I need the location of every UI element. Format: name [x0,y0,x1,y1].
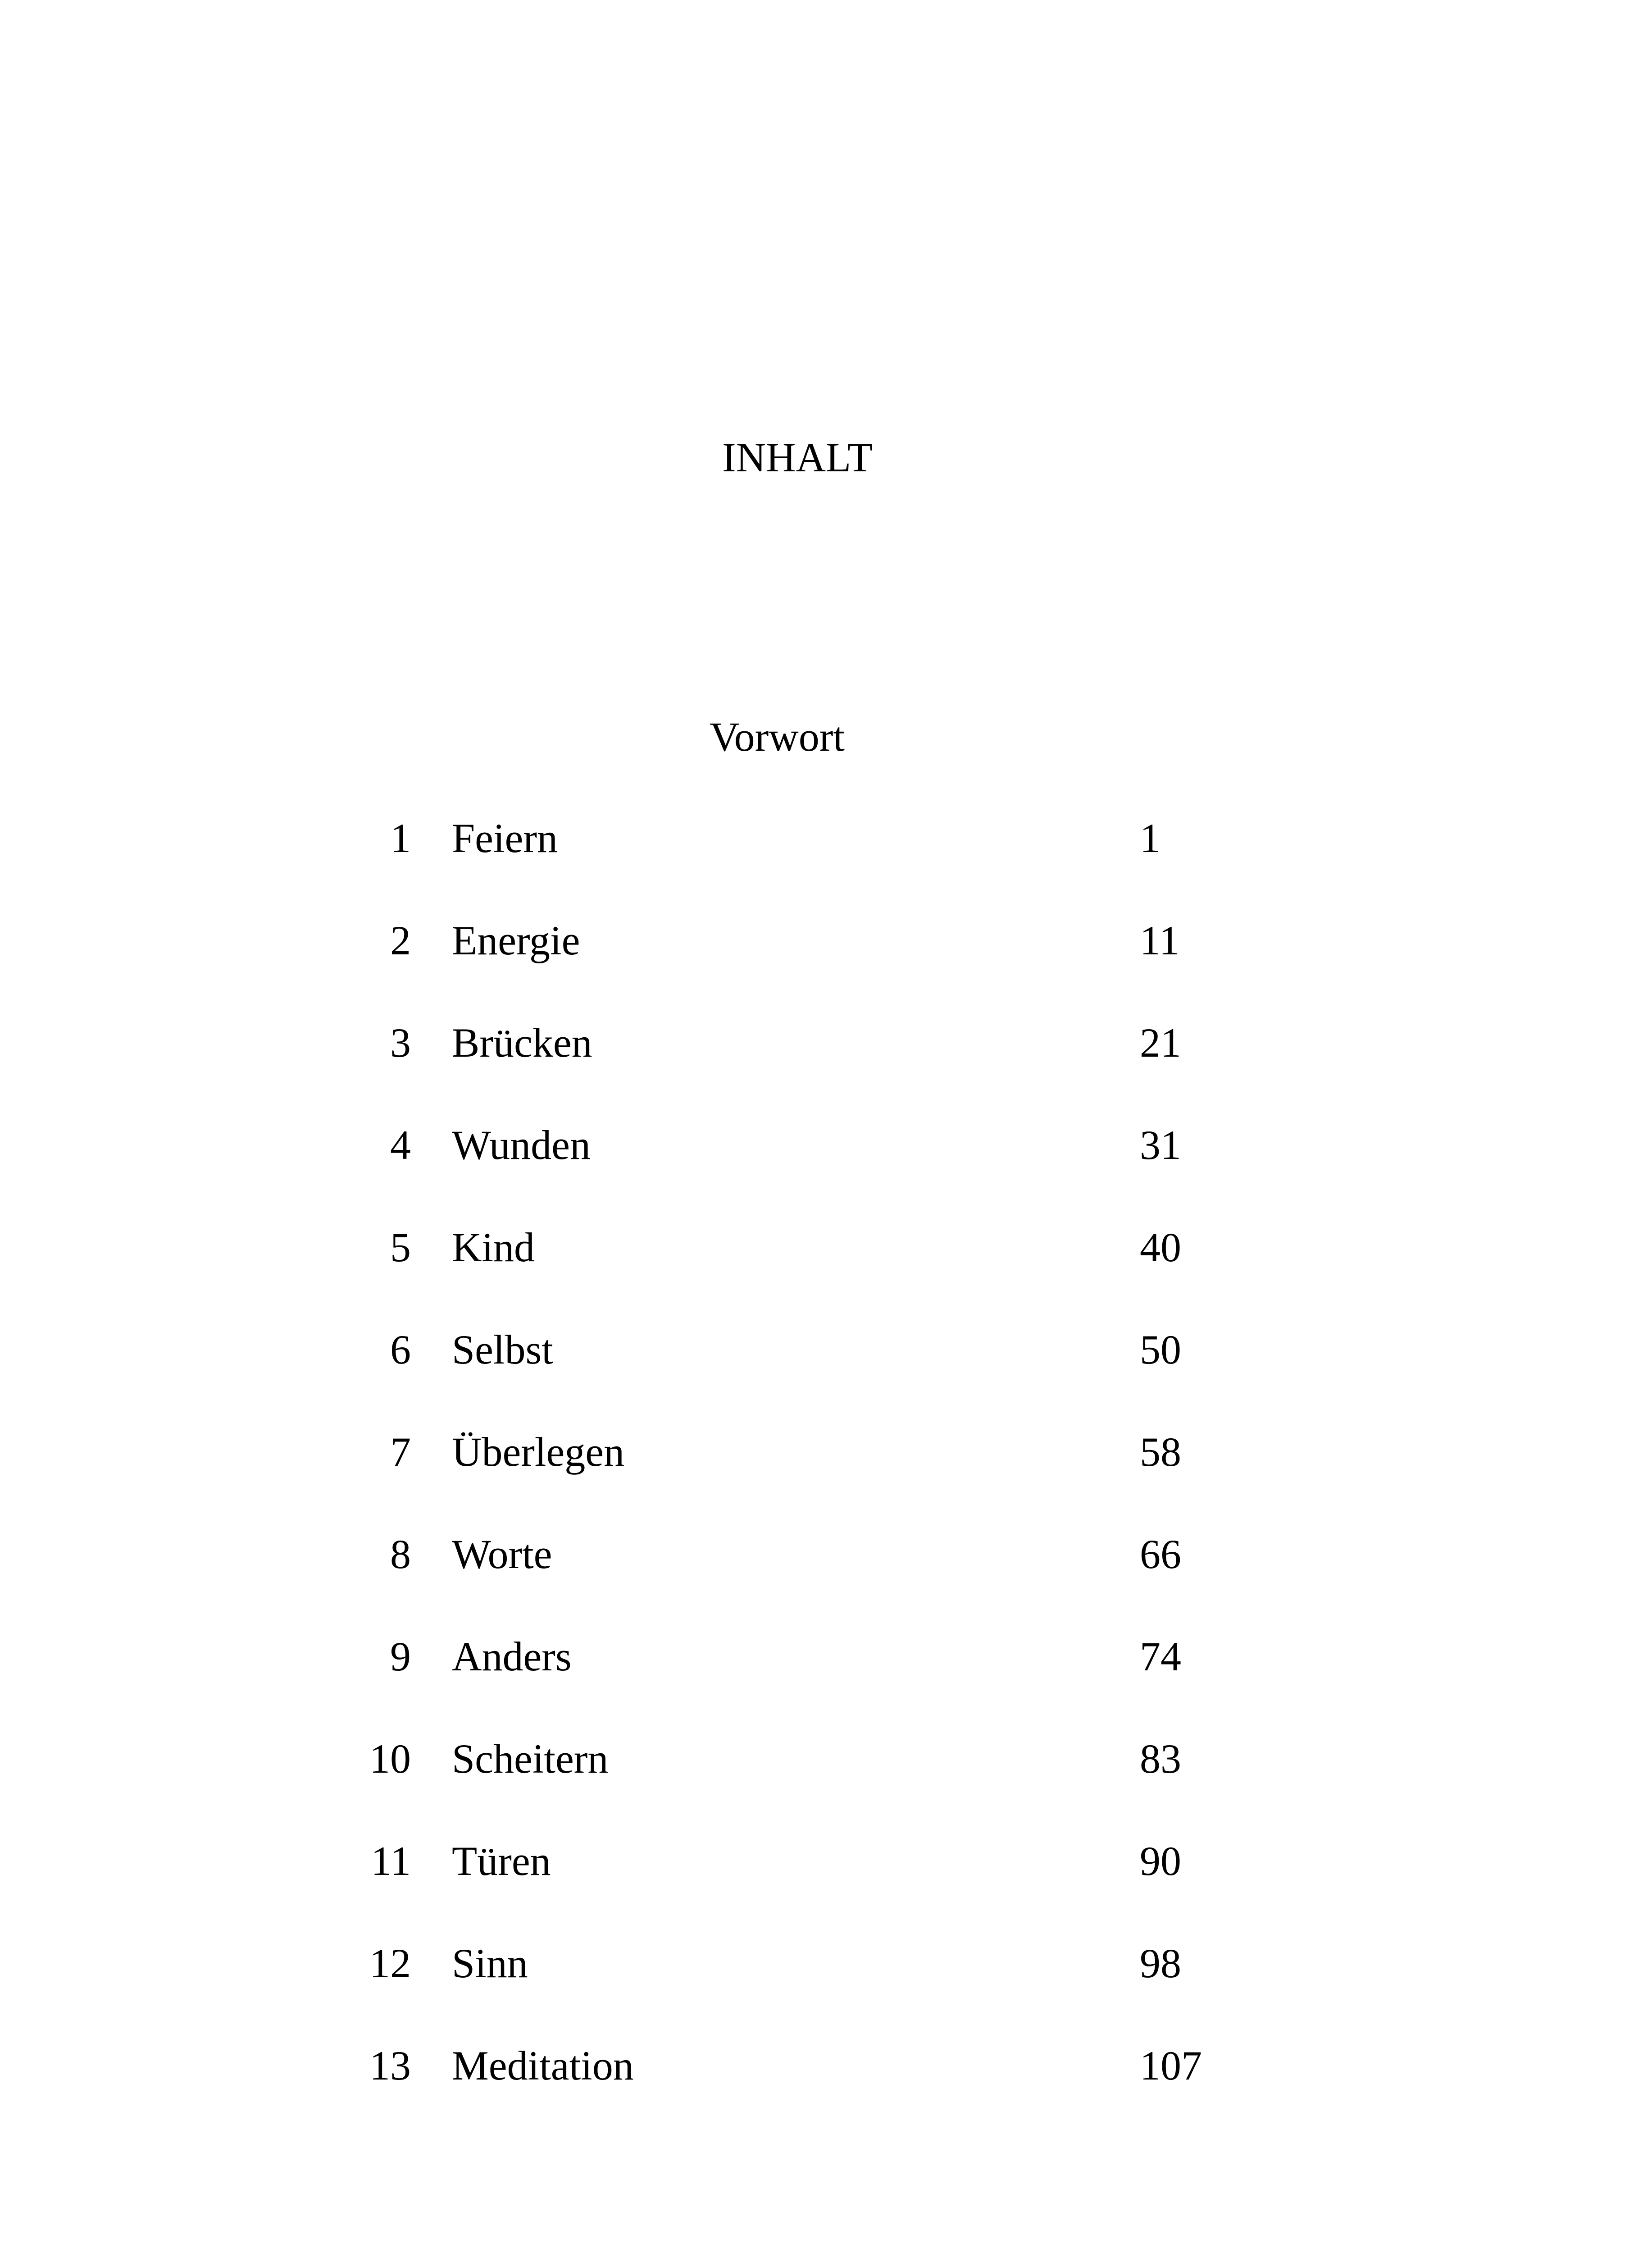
toc-page-number: 66 [1140,1531,1181,1577]
toc-chapter-title: Türen [452,1838,551,1884]
toc-chapter-title: Worte [452,1531,552,1577]
toc-chapter-title: Überlegen [452,1429,625,1475]
toc-entry [0,1938,1652,2041]
toc-entry [0,1120,1652,1222]
toc-chapter-number: 4 [390,1122,411,1168]
toc-entry [0,1529,1652,1632]
toc-chapter-title: Brücken [452,1020,592,1066]
toc-chapter-title: Wunden [452,1122,591,1168]
toc-chapter-title: Scheitern [452,1736,609,1782]
toc-page-number: 1 [1140,815,1160,861]
toc-page-number: 21 [1140,1020,1181,1066]
toc-page-number: 11 [1140,917,1180,963]
toc-entry [0,1836,1652,1938]
toc-chapter-title: Sinn [452,1940,528,1986]
toc-entry [0,1325,1652,1427]
toc-chapter-number: 9 [390,1633,411,1679]
toc-page-number: 74 [1140,1633,1181,1679]
page-title: INHALT [722,434,873,480]
toc-chapter-title: Kind [452,1224,535,1270]
toc-chapter-title: Meditation [452,2043,634,2089]
toc-chapter-number: 1 [390,815,411,861]
toc-chapter-number: 5 [390,1224,411,1270]
toc-chapter-number: 10 [369,1736,411,1782]
toc-chapter-title: Energie [452,917,580,963]
toc-chapter-number: 2 [390,917,411,963]
toc-entry [0,1734,1652,1836]
toc-chapter-title: Feiern [452,815,558,861]
toc-page-number: 107 [1140,2043,1202,2089]
toc-page-number: 90 [1140,1838,1181,1884]
toc-entry [0,1222,1652,1325]
toc-chapter-number: 8 [390,1531,411,1577]
toc-page-number: 58 [1140,1429,1181,1475]
toc-entry [0,813,1652,916]
toc-chapter-number: 11 [371,1838,411,1884]
toc-chapter-title: Anders [452,1633,572,1679]
table-of-contents [0,813,1652,2143]
toc-entry [0,2041,1652,2143]
toc-chapter-number: 12 [369,1940,411,1986]
toc-page-number: 31 [1140,1122,1181,1168]
toc-page-number: 50 [1140,1327,1181,1373]
toc-chapter-number: 7 [390,1429,411,1475]
toc-entry [0,1018,1652,1120]
toc-entry [0,1632,1652,1734]
toc-preface: Vorwort [710,714,845,760]
toc-page-number: 98 [1140,1940,1181,1986]
toc-chapter-number: 3 [390,1020,411,1066]
toc-page-number: 40 [1140,1224,1181,1270]
toc-chapter-title: Selbst [452,1327,553,1373]
toc-entry [0,916,1652,1018]
toc-page-number: 83 [1140,1736,1181,1782]
toc-chapter-number: 6 [390,1327,411,1373]
toc-entry [0,1427,1652,1529]
toc-chapter-number: 13 [369,2043,411,2089]
